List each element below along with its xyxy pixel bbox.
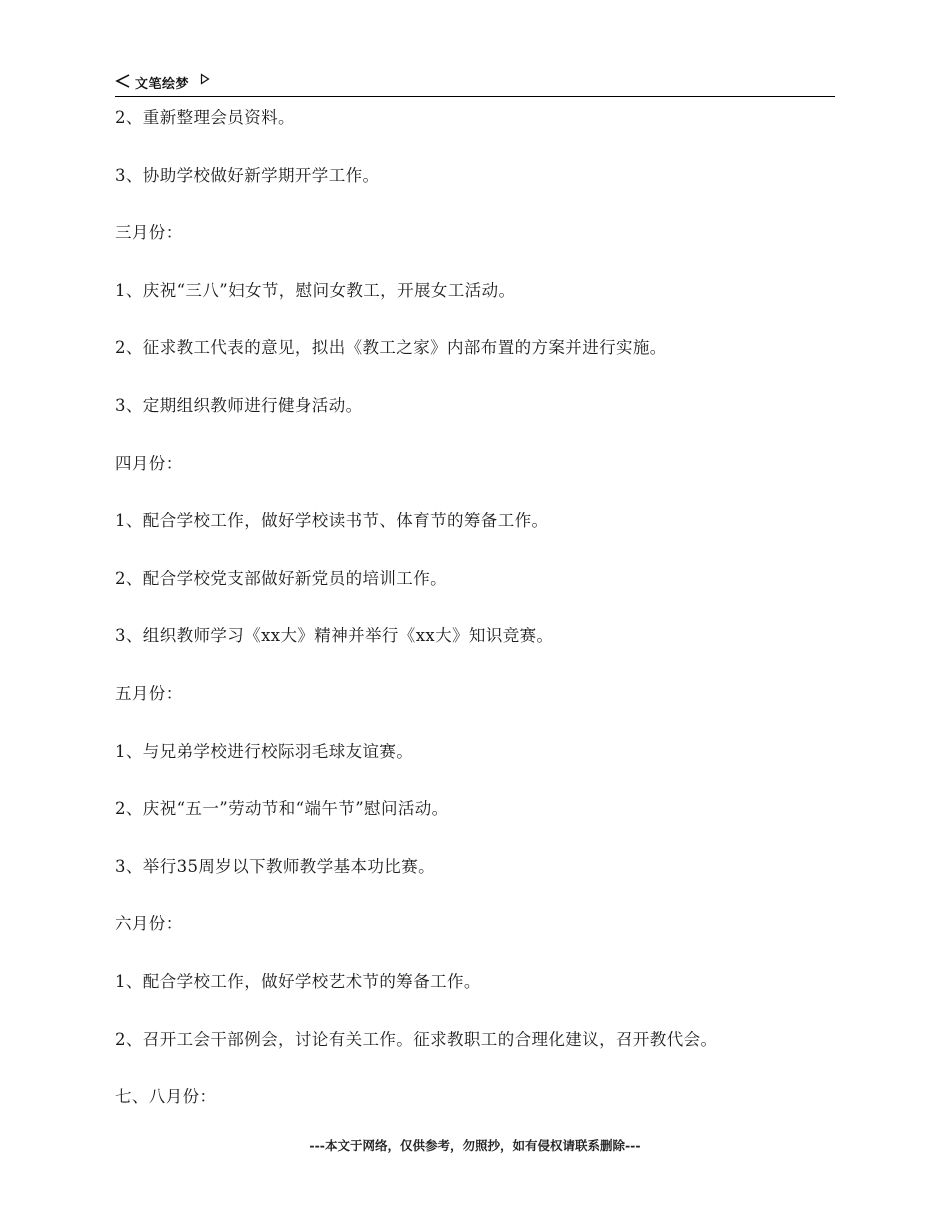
- paragraph: 1、配合学校工作，做好学校艺术节的筹备工作。: [115, 971, 481, 991]
- header-title: 文笔绘梦: [135, 77, 190, 92]
- paragraph: 3、组织教师学习《xx大》精神并举行《xx大》知识竞赛。: [115, 626, 554, 646]
- paragraph: 1、与兄弟学校进行校际羽毛球友谊赛。: [115, 741, 414, 761]
- paragraph: 2、重新整理会员资料。: [115, 108, 295, 127]
- page-footer-disclaimer: ---本文于网络，仅供参考，勿照抄，如有侵权请联系删除---: [309, 1138, 641, 1153]
- paragraph: 3、举行35周岁以下教师教学基本功比赛。: [115, 856, 435, 876]
- paragraph: 2、召开工会干部例会，讨论有关工作。征求教职工的合理化建议，召开教代会。: [115, 1029, 718, 1049]
- paragraph: 2、征求教工代表的意见，拟出《教工之家》内部布置的方案并进行实施。: [115, 338, 667, 358]
- paragraph: 2、配合学校党支部做好新党员的培训工作。: [115, 568, 447, 588]
- section-heading: 七、八月份：: [115, 1087, 217, 1107]
- section-heading: 三月份：: [115, 223, 183, 243]
- section-heading: 六月份：: [115, 914, 183, 934]
- paragraph: 1、庆祝“三八”妇女节，慰问女教工，开展女工活动。: [115, 280, 516, 300]
- page-header: [115, 70, 835, 97]
- triangle-right-outline-icon: [200, 73, 210, 85]
- paragraph: 3、定期组织教师进行健身活动。: [115, 395, 363, 415]
- triangle-left-outline-icon: [115, 73, 131, 89]
- paragraph: 3、协助学校做好新学期开学工作。: [115, 165, 380, 185]
- section-heading: 四月份：: [115, 453, 183, 473]
- section-heading: 五月份：: [115, 683, 183, 703]
- paragraph: 2、庆祝“五一”劳动节和“端午节”慰问活动。: [115, 799, 449, 819]
- paragraph: 1、配合学校工作，做好学校读书节、体育节的筹备工作。: [115, 511, 549, 531]
- document-body: [115, 96, 835, 1133]
